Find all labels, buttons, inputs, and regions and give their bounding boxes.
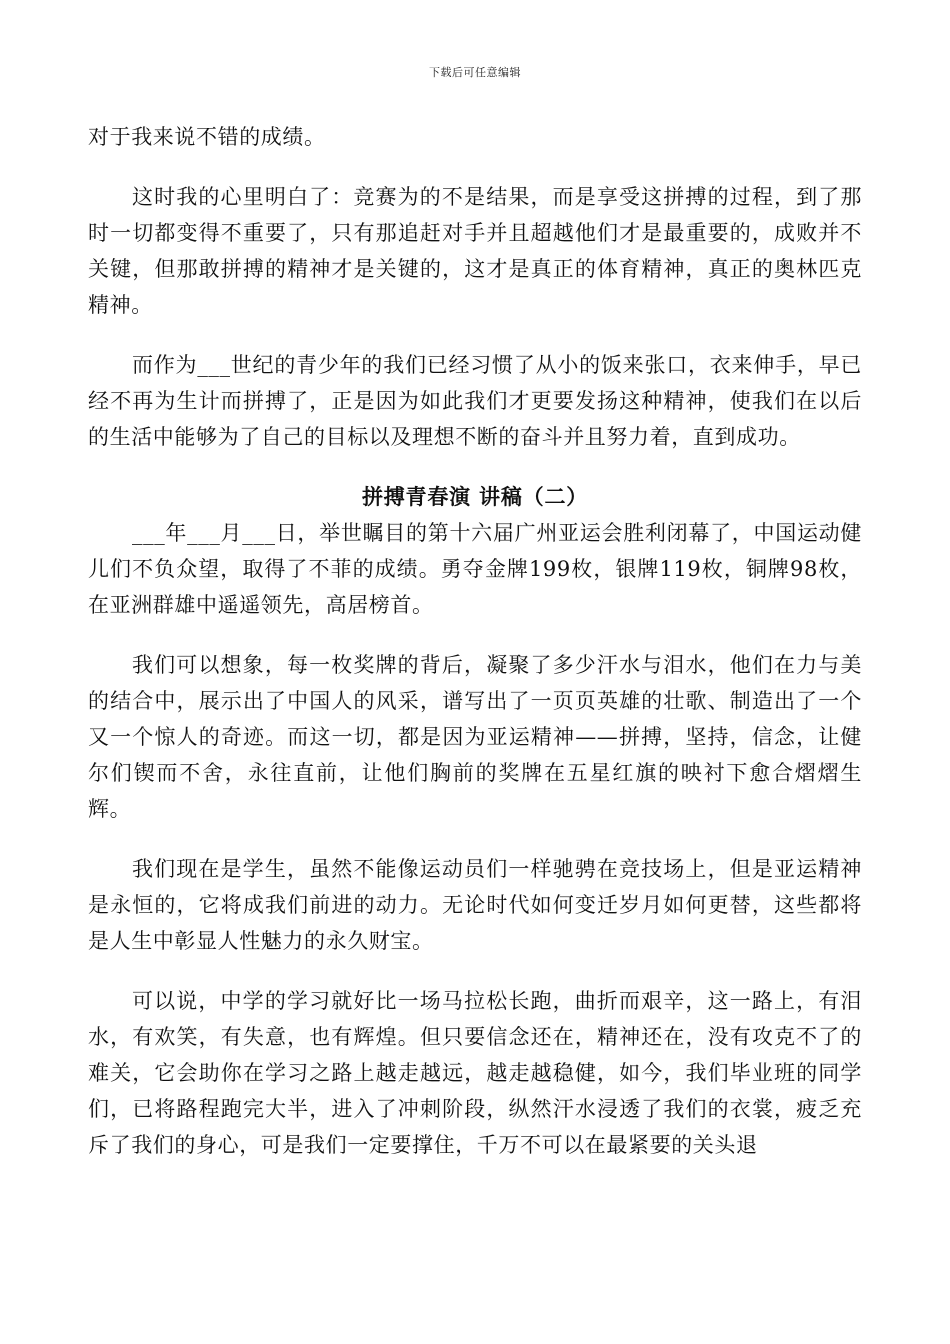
section-title: 拼搏青春演 讲稿（二） — [361, 485, 589, 509]
paragraph: 而作为___世纪的青少年的我们已经习惯了从小的饭来张口，衣来伸手，早已经不再为生计而拼搏了，正是因为如此我们才更要发扬这种精神，使我们在以后的生活中能够为了自己的目标以及理想不断的奋斗并且努力着，直到成功。 — [88, 353, 862, 449]
paragraph: ___年___月___日，举世瞩目的第十六届广州亚运会胜利闭幕了，中国运动健儿们不负众望，取得了不菲的成绩。勇夺金牌199枚，银牌119枚，铜牌98枚，在亚洲群雄中遥遥领先，高居榜首。 — [88, 521, 862, 617]
paragraph: 我们可以想象，每一枚奖牌的背后，凝聚了多少汗水与泪水，他们在力与美的结合中，展示出了中国人的风采，谱写出了一页页英雄的壮歌、制造出了一个又一个惊人的奇迹。而这一切，都是因为亚运精神——拼搏，坚持，信念，让健尔们锲而不舍，永往直前，让他们胸前的奖牌在五星红旗的映衬下愈合熠熠生辉。 — [88, 653, 862, 821]
paragraph: 我们现在是学生，虽然不能像运动员们一样驰骋在竞技场上，但是亚运精神是永恒的，它将成我们前进的动力。无论时代如何变迁岁月如何更替，这些都将是人生中彰显人性魅力的永久财宝。 — [88, 857, 862, 953]
paragraph: 这时我的心里明白了：竞赛为的不是结果，而是享受这拼搏的过程，到了那时一切都变得不重要了，只有那追赶对手并且超越他们才是最重要的，成败并不关键，但那敢拼搏的精神才是关键的，这才是真正的体育精神，真正的奥林匹克精神。 — [88, 185, 862, 317]
paragraph: 可以说，中学的学习就好比一场马拉松长跑，曲折而艰辛，这一路上，有泪水，有欢笑，有失意，也有辉煌。但只要信念还在，精神还在，没有攻克不了的难关，它会助你在学习之路上越走越远，越走越稳健，如今，我们毕业班的同学们，已将路程跑完大半，进入了冲刺阶段，纵然汗水浸透了我们的衣裳，疲乏充斥了我们的身心，可是我们一定要撑住，千万不可以在最紧要的关头退 — [88, 989, 862, 1157]
paragraph: 对于我来说不错的成绩。 — [88, 125, 326, 149]
document-body — [88, 119, 862, 1163]
header-note: 下载后可任意编辑 — [429, 66, 521, 79]
